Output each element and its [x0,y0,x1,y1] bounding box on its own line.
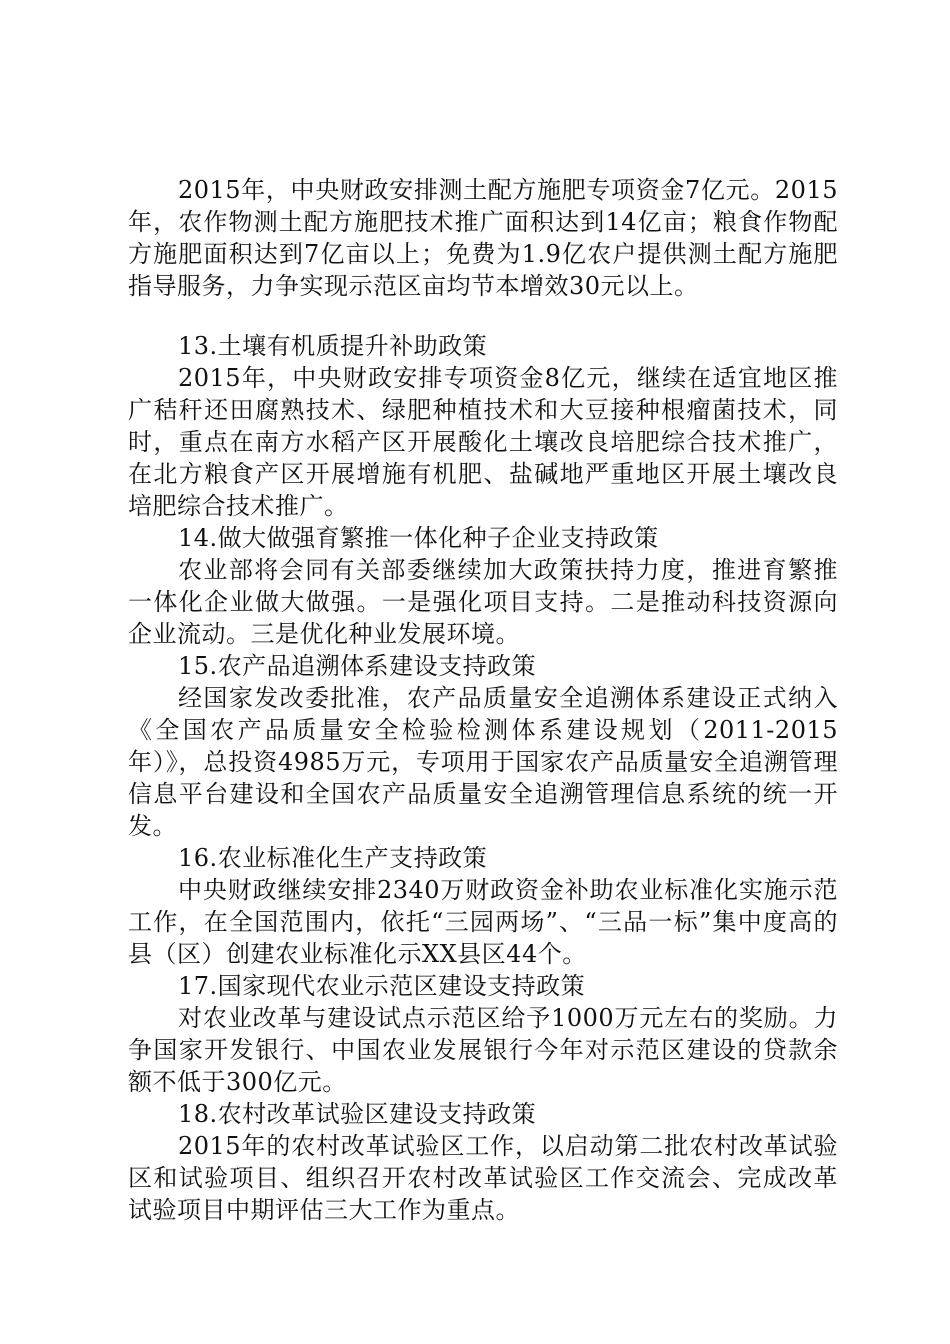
section-15 [128,650,838,842]
section-body: 对农业改革与建设试点示范区给予1000万元左右的奖励。力争国家开发银行、中国农业发展银行今年对示范区建设的贷款余额不低于300亿元。 [128,1004,838,1096]
section-16 [128,842,838,970]
section-heading: 13.土壤有机质提升补助政策 [178,332,488,360]
paragraph-spacer [128,302,838,330]
section-body: 经国家发改委批准，农产品质量安全追溯体系建设正式纳入《全国农产品质量安全检验检测体系建设规划（2011-2015年）》，总投资4985万元，专项用于国家农产品质量安全追溯管理信息平台建设和全国农产品质量安全追溯管理信息系统的统一开发。 [128,684,838,840]
section-heading: 15.农产品追溯体系建设支持政策 [178,652,537,680]
section-body: 农业部将会同有关部委继续加大政策扶持力度，推进育繁推一体化企业做大做强。一是强化项目支持。二是推动科技资源向企业流动。三是优化种业发展环境。 [128,556,838,648]
section-body: 2015年的农村改革试验区工作，以启动第二批农村改革试验区和试验项目、组织召开农村改革试验区工作交流会、完成改革试验项目中期评估三大工作为重点。 [128,1132,838,1224]
section-body: 中央财政继续安排2340万财政资金补助农业标准化实施示范工作，在全国范围内，依托“三园两场”、“三品一标”集中度高的县（区）创建农业标准化示XX县区44个。 [128,876,838,968]
section-18 [128,1098,838,1226]
section-body: 2015年，中央财政安排专项资金8亿元，继续在适宜地区推广秸秆还田腐熟技术、绿肥种植技术和大豆接种根瘤菌技术，同时，重点在南方水稻产区开展酸化土壤改良培肥综合技术推广，在北方粮食产区开展增施有机肥、盐碱地严重地区开展土壤改良培肥综合技术推广。 [128,364,838,520]
section-heading: 17.国家现代农业示范区建设支持政策 [178,972,586,1000]
section-heading: 16.农业标准化生产支持政策 [178,844,488,872]
section-17 [128,970,838,1098]
section-13 [128,330,838,522]
section-heading: 14.做大做强育繁推一体化种子企业支持政策 [178,524,659,552]
document-body [128,174,838,1226]
section-14 [128,522,838,650]
intro-paragraph: 2015年，中央财政安排测土配方施肥专项资金7亿元。2015年，农作物测土配方施肥技术推广面积达到14亿亩；粮食作物配方施肥面积达到7亿亩以上；免费为1.9亿农户提供测土配方施肥指导服务，力争实现示范区亩均节本增效30元以上。 [128,176,838,300]
section-heading: 18.农村改革试验区建设支持政策 [178,1100,537,1128]
